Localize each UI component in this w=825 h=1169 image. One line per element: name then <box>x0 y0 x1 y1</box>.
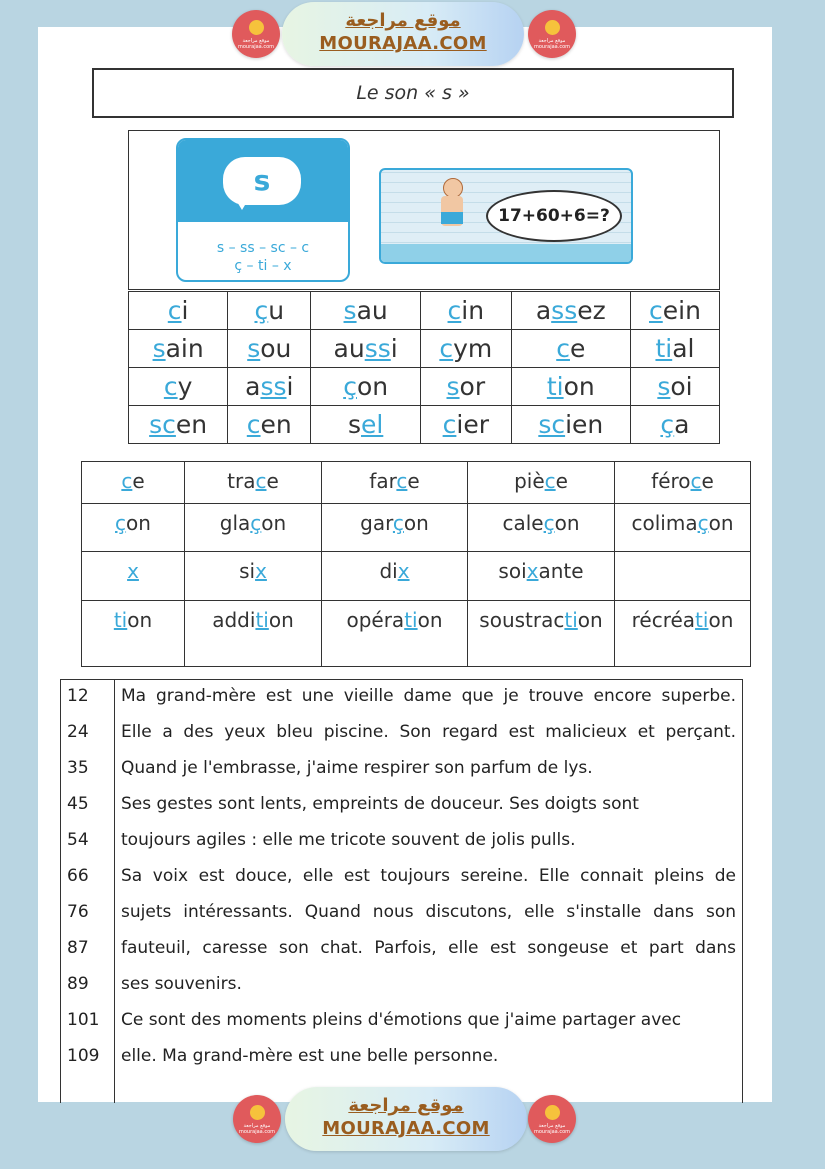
site-name-arabic[interactable]: موقع مراجعة <box>348 1095 464 1116</box>
passage-line: ses souvenirs. <box>121 974 242 994</box>
syllable-cell: sor <box>420 368 511 406</box>
worksheet-page <box>38 27 772 1102</box>
word-cell: ce <box>82 462 185 504</box>
table-row <box>82 504 751 552</box>
syllable-cell: soi <box>630 368 719 406</box>
syllable-cell: cy <box>129 368 228 406</box>
word-cell <box>615 552 751 601</box>
syllable-cell: ci <box>129 292 228 330</box>
word-cell: x <box>82 552 185 601</box>
syllable-cell: çon <box>311 368 421 406</box>
word-cell: récréation <box>615 601 751 667</box>
syllable-cell: sel <box>311 406 421 444</box>
word-cell: six <box>185 552 322 601</box>
passage-line: elle. Ma grand-mère est une belle personne. <box>121 1046 499 1066</box>
word-cell: soustraction <box>468 601 615 667</box>
syllable-table <box>128 291 720 444</box>
speech-bubble-letter: s <box>223 157 301 205</box>
site-name-arabic[interactable]: موقع مراجعة <box>345 10 461 31</box>
word-count-number: 45 <box>67 794 89 814</box>
word-table <box>81 461 751 667</box>
syllable-cell: sain <box>129 330 228 368</box>
syllable-cell: sau <box>311 292 421 330</box>
table-row <box>82 552 751 601</box>
syllable-cell: ça <box>630 406 719 444</box>
syllable-cell: cym <box>420 330 511 368</box>
syllable-cell: tion <box>511 368 630 406</box>
word-cell: trace <box>185 462 322 504</box>
site-logo-right: موقع مراجعة mourajaa.com <box>528 1095 576 1143</box>
syllable-cell: ce <box>511 330 630 368</box>
syllable-cell: scen <box>129 406 228 444</box>
passage-line: Ce sont des moments pleins d'émotions que j'aime partager avec <box>121 1010 682 1030</box>
table-row <box>129 292 720 330</box>
word-cell: addition <box>185 601 322 667</box>
passage-line: Elle a des yeux bleu piscine. Son regard est malicieux et perçant. <box>121 722 736 742</box>
site-name-latin[interactable]: MOURAJAA.COM <box>322 1118 490 1139</box>
word-cell: farce <box>322 462 468 504</box>
passage-line: sujets intéressants. Quand nous discutons, elle s'installe dans son <box>121 902 736 922</box>
word-count-number: 12 <box>67 686 89 706</box>
word-cell: tion <box>82 601 185 667</box>
syllable-cell: tial <box>630 330 719 368</box>
boy-swimsuit <box>441 212 463 224</box>
word-cell: féroce <box>615 462 751 504</box>
passage-line: Ma grand-mère est une vieille dame que je trouve encore superbe. <box>121 686 736 706</box>
syllable-cell: aussi <box>311 330 421 368</box>
site-banner-bottom <box>0 1085 825 1155</box>
passage-line: Ses gestes sont lents, empreints de douceur. Ses doigts sont <box>121 794 639 814</box>
word-count-number: 101 <box>67 1010 100 1030</box>
word-count-number: 54 <box>67 830 89 850</box>
word-cell: soixante <box>468 552 615 601</box>
syllable-cell: cier <box>420 406 511 444</box>
syllable-cell: çu <box>228 292 311 330</box>
table-row <box>129 368 720 406</box>
word-cell: garçon <box>322 504 468 552</box>
rule-card-header <box>178 140 348 222</box>
pool-water <box>381 244 631 262</box>
word-cell: opération <box>322 601 468 667</box>
site-logo-left: موقع مراجعة mourajaa.com <box>232 10 280 58</box>
boy-head <box>443 178 463 198</box>
word-count-number: 66 <box>67 866 89 886</box>
table-row <box>129 406 720 444</box>
table-row <box>82 601 751 667</box>
table-row <box>129 330 720 368</box>
site-logo-right: موقع مراجعة mourajaa.com <box>528 10 576 58</box>
syllable-cell: scien <box>511 406 630 444</box>
site-name-pill[interactable] <box>282 2 524 66</box>
word-count-number: 35 <box>67 758 89 778</box>
passage-line: Sa voix est douce, elle est toujours sereine. Elle connait pleins de <box>121 866 736 886</box>
word-count-number: 76 <box>67 902 89 922</box>
syllable-cell: cen <box>228 406 311 444</box>
syllable-cell: sou <box>228 330 311 368</box>
speech-bubble-tail <box>236 200 248 210</box>
word-cell: pièce <box>468 462 615 504</box>
table-row <box>82 462 751 504</box>
site-name-pill[interactable] <box>285 1087 527 1151</box>
rule-spellings-line-1: s – ss – sc – c <box>216 240 310 256</box>
thought-bubble-equation: 17+60+6=? <box>486 190 622 242</box>
word-count-number: 87 <box>67 938 89 958</box>
word-cell: glaçon <box>185 504 322 552</box>
rule-spellings-line-2: ç – ti – x <box>234 258 292 274</box>
syllable-cell: cein <box>630 292 719 330</box>
pool-scene-image <box>379 168 633 264</box>
syllable-cell: assez <box>511 292 630 330</box>
site-name-latin[interactable]: MOURAJAA.COM <box>319 33 487 54</box>
site-banner-top <box>0 0 825 70</box>
word-cell: çon <box>82 504 185 552</box>
page-title: Le son « s » <box>92 68 734 118</box>
spelling-rule-card <box>176 138 350 282</box>
passage-line: fauteuil, caresse son chat. Parfois, elle est songeuse et part dans <box>121 938 736 958</box>
reading-passage <box>60 679 743 1103</box>
syllable-cell: assi <box>228 368 311 406</box>
word-count-number: 109 <box>67 1046 100 1066</box>
word-cell: colimaçon <box>615 504 751 552</box>
word-cell: caleçon <box>468 504 615 552</box>
site-logo-left: موقع مراجعة mourajaa.com <box>233 1095 281 1143</box>
rule-illustration <box>128 130 720 290</box>
passage-line: toujours agiles : elle me tricote souvent de jolis pulls. <box>121 830 576 850</box>
syllable-cell: cin <box>420 292 511 330</box>
word-count-number: 24 <box>67 722 89 742</box>
word-cell: dix <box>322 552 468 601</box>
word-count-number: 89 <box>67 974 89 994</box>
passage-line: Quand je l'embrasse, j'aime respirer son parfum de lys. <box>121 758 593 778</box>
